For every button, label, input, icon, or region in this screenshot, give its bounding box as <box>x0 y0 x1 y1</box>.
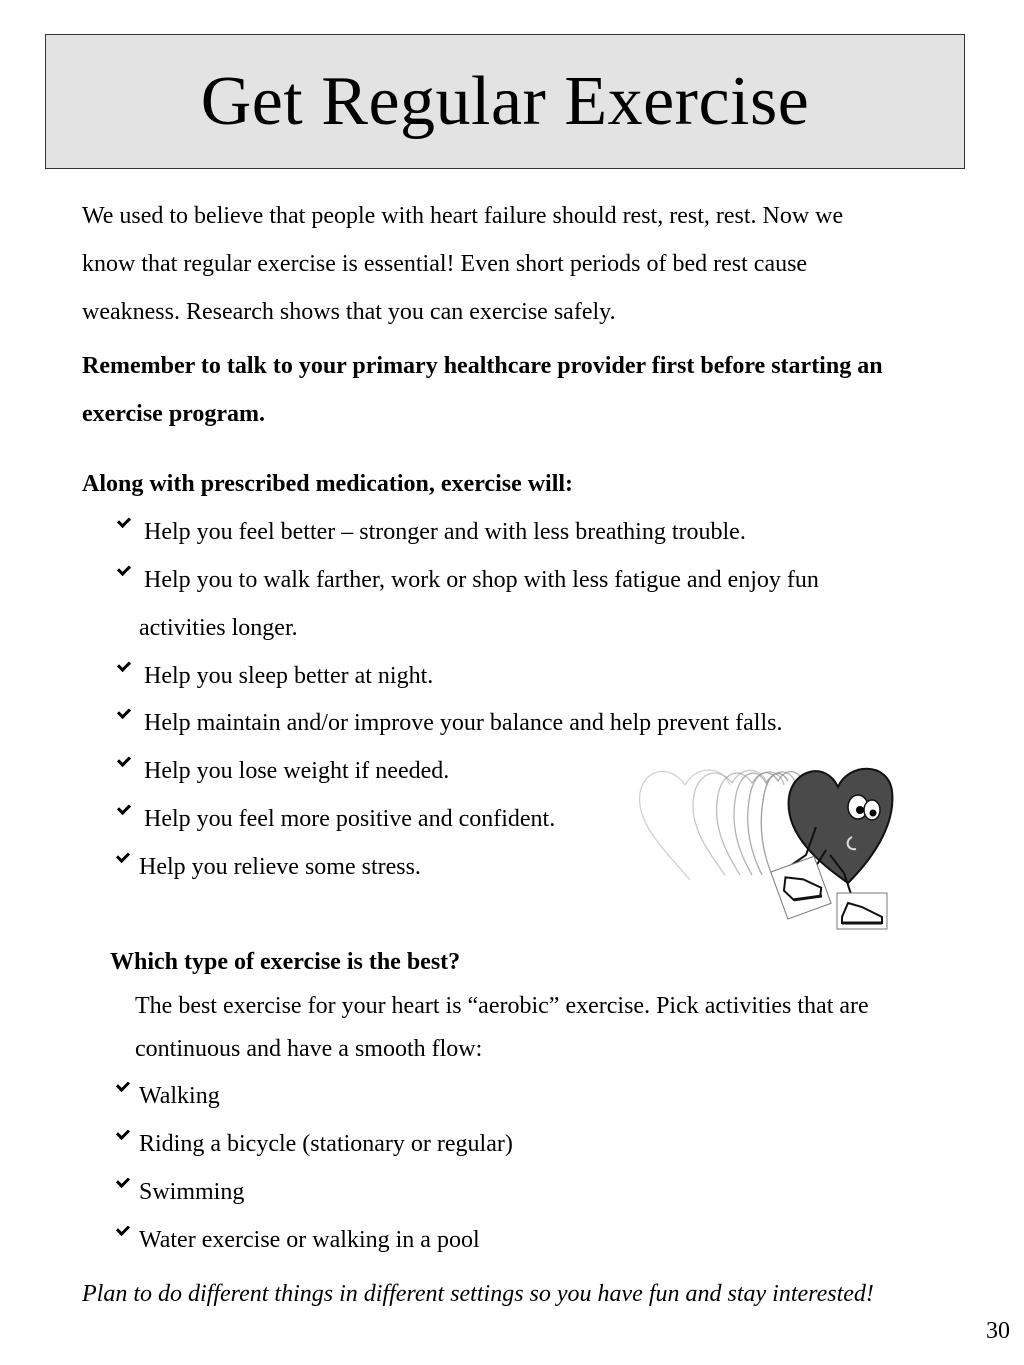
closing-note: Plan to do different things in different settings so you have fun and stay interested! <box>82 1281 874 1307</box>
benefit-item-3: Help you sleep better at night. <box>144 663 434 689</box>
exercise-item-2: Riding a bicycle (stationary or regular) <box>139 1131 513 1157</box>
benefit-item-4: Help maintain and/or improve your balance and help prevent falls. <box>144 710 783 736</box>
best-exercise-heading: Which type of exercise is the best? <box>110 949 461 975</box>
intro-line-3: weakness. Research shows that you can exercise safely. <box>82 299 616 325</box>
check-icon <box>117 705 131 719</box>
check-icon <box>117 801 131 815</box>
benefit-item-2: Help you to walk farther, work or shop with less fatigue and enjoy fun <box>144 567 819 593</box>
best-exercise-text-1: The best exercise for your heart is “aerobic” exercise. Pick activities that are <box>135 993 869 1019</box>
benefit-item-6: Help you feel more positive and confident. <box>144 806 556 832</box>
running-heart-illustration <box>630 755 895 935</box>
check-icon <box>117 562 131 576</box>
exercise-item-4: Water exercise or walking in a pool <box>139 1227 480 1253</box>
exercise-item-3: Swimming <box>139 1179 245 1205</box>
title-box <box>45 34 965 169</box>
check-icon <box>117 514 131 528</box>
benefit-item-7: Help you relieve some stress. <box>139 854 421 880</box>
check-icon <box>116 1126 130 1140</box>
best-exercise-text-2: continuous and have a smooth flow: <box>135 1036 483 1062</box>
intro-line-2: know that regular exercise is essential! Even short periods of bed rest cause <box>82 251 808 277</box>
check-icon <box>117 658 131 672</box>
benefit-item-1: Help you feel better – stronger and with less breathing trouble. <box>144 519 746 545</box>
page-number: 30 <box>986 1318 1010 1344</box>
check-icon <box>116 1174 130 1188</box>
reminder-line-1: Remember to talk to your primary healthcare provider first before starting an <box>82 353 883 379</box>
check-icon <box>116 1222 130 1236</box>
check-icon <box>116 849 130 863</box>
benefit-item-5: Help you lose weight if needed. <box>144 758 450 784</box>
check-icon <box>117 753 131 767</box>
page-title: Get Regular Exercise <box>200 62 810 140</box>
benefits-heading: Along with prescribed medication, exercise will: <box>82 471 574 497</box>
exercise-item-1: Walking <box>139 1083 220 1109</box>
reminder-line-2: exercise program. <box>82 401 266 427</box>
check-icon <box>116 1078 130 1092</box>
benefit-item-2-continued: activities longer. <box>139 615 298 641</box>
intro-line-1: We used to believe that people with heart failure should rest, rest, rest. Now we <box>82 203 844 229</box>
